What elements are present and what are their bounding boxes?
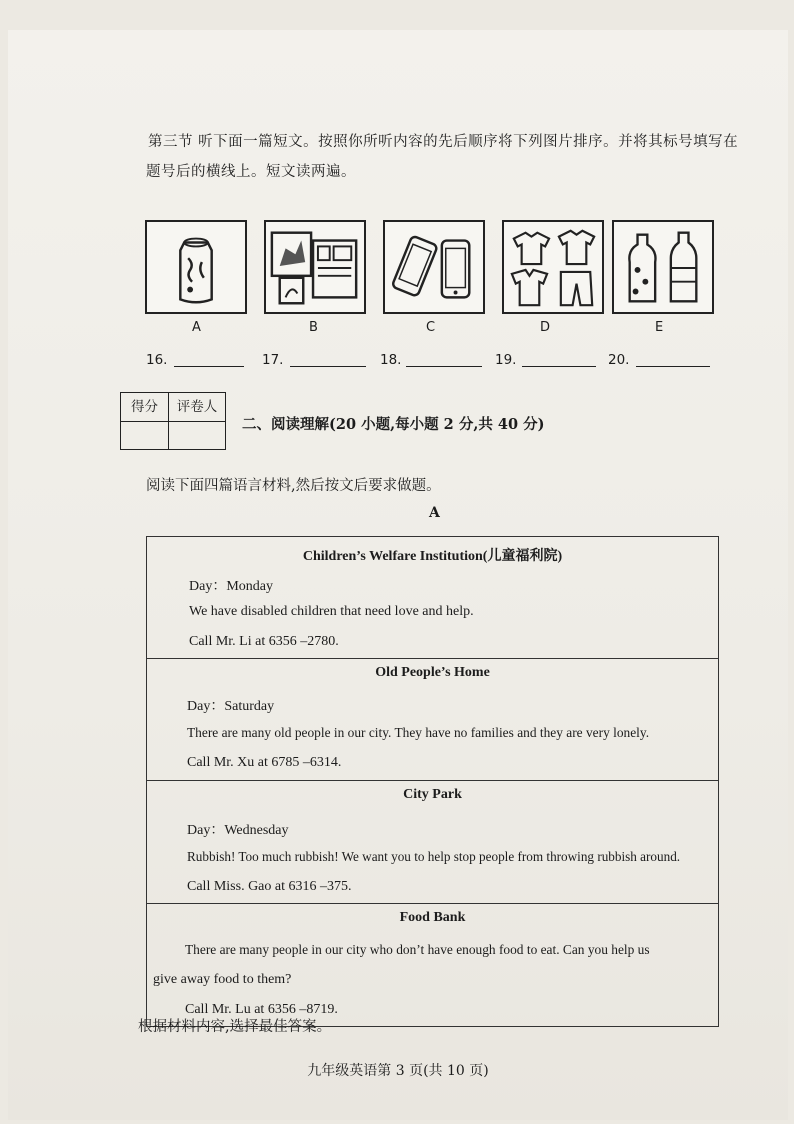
notice-board: [146, 536, 719, 1027]
notice-contact: Call Mr. Lu at 6356 –8719.: [185, 1002, 338, 1017]
grader-label: 评卷人: [176, 399, 218, 415]
notice-title: Children’s Welfare Institution(儿童福利院): [302, 549, 563, 564]
answer-blank-17[interactable]: [290, 366, 366, 367]
answer-blank-16[interactable]: [174, 366, 244, 367]
section3-instruction-line1: 第三节 听下面一篇短文。按照你所听内容的先后顺序将下列图片排序。并将其标号填写在: [148, 134, 739, 150]
picture-label-a: A: [192, 320, 201, 335]
soda-can-icon: [145, 220, 247, 314]
notice-contact: Call Mr. Xu at 6785 –6314.: [187, 755, 342, 770]
answer-blank-20[interactable]: [636, 366, 710, 367]
notice-contact: Call Miss. Gao at 6316 –375.: [187, 879, 352, 894]
notice-body: Rubbish! Too much rubbish! We want you to help stop people from throwing rubbish around.: [187, 849, 681, 864]
smartphones-icon: [383, 220, 485, 314]
notice-city-park: [147, 780, 718, 903]
picture-label-b: B: [309, 320, 318, 335]
exam-page: [8, 30, 788, 1120]
notice-day: Day：Saturday: [187, 699, 275, 714]
blank-label-20: 20.: [608, 352, 630, 368]
notice-title: Old People’s Home: [375, 665, 490, 680]
notice-day: Day：Wednesday: [187, 823, 289, 838]
blank-label-17: 17.: [262, 352, 284, 368]
part2-heading: 二、阅读理解(20 小题,每小题 2 分,共 40 分): [242, 416, 545, 433]
passage-letter: A: [429, 505, 440, 521]
clothes-icon: [502, 220, 604, 314]
notice-body-line1: There are many people in our city who don’t have enough food to eat. Can you help us: [185, 942, 650, 957]
blank-label-18: 18.: [380, 352, 402, 368]
answer-blank-19[interactable]: [522, 366, 596, 367]
blank-label-19: 19.: [495, 352, 517, 368]
blank-label-16: 16.: [146, 352, 168, 368]
score-box: [120, 392, 226, 450]
answer-blank-18[interactable]: [406, 366, 482, 367]
score-label: 得分: [131, 399, 158, 415]
notice-old-peoples-home: [147, 658, 718, 779]
part2-instruction: 阅读下面四篇语言材料,然后按文后要求做题。: [146, 478, 441, 494]
notice-food-bank: [147, 903, 718, 1028]
notice-body: We have disabled children that need love and help.: [189, 604, 474, 619]
notice-title: Food Bank: [399, 910, 466, 925]
section3-instruction-line2: 题号后的横线上。短文读两遍。: [146, 164, 356, 180]
picture-label-d: D: [540, 320, 551, 335]
notice-body: There are many old people in our city. They have no families and they are very lonely.: [187, 725, 650, 740]
bottles-icon: [612, 220, 714, 314]
notice-contact: Call Mr. Li at 6356 –2780.: [189, 634, 339, 649]
question-prompt: 根据材料内容,选择最佳答案。: [138, 1019, 332, 1035]
notice-body-line2: give away food to them?: [153, 972, 292, 987]
notice-day: Day：Monday: [189, 579, 273, 594]
notice-childrens-welfare: [147, 537, 718, 657]
picture-label-c: C: [426, 320, 436, 335]
notice-title: City Park: [403, 787, 462, 802]
newspaper-icon: [264, 220, 366, 314]
page-footer: 九年级英语第 3 页(共 10 页): [307, 1063, 489, 1079]
picture-label-e: E: [655, 320, 664, 335]
